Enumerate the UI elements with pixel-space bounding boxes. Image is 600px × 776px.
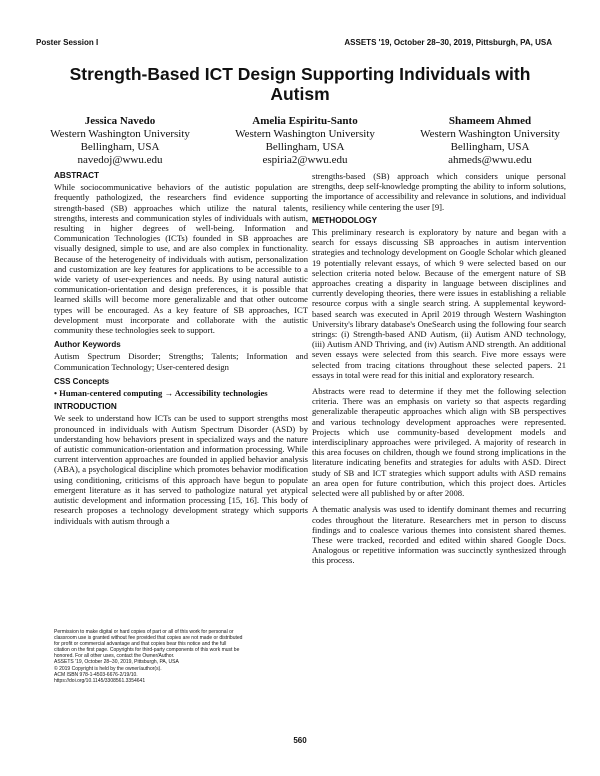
permission-line: © 2019 Copyright is held by the owner/author(s). <box>54 665 162 672</box>
left-column <box>54 171 308 530</box>
author-3 <box>400 115 580 167</box>
ccs-heading: CSS Concepts <box>54 376 110 386</box>
author-block <box>30 115 580 167</box>
permission-line: citation on the first page. Copyrights for third-party components of this work must be <box>54 647 240 654</box>
abstract-text: While sociocommunicative behaviors of the autistic population are frequently pathologized, the researchers find evidence supporting strength-based (SB) approaches which utilize the natural talents, strengths, interests and communication styles of individuals with autism, resulting in higher degrees of well-being. Information and Communication Technologies (ICTs) founded in SB approaches are visually designed, simple to use, and are also complex in functionality. Because of the heterogeneity of individuals with autism, personalization and customization are key features for applications to be accessible to a wide variety of user-experiences and needs. By using natural autistic communication-orientation and design preferences, it is possible that learned skills will become more generalizable and that other outcome types will be encouraged. As a key feature of SB approaches, ICT development must incorporate and collaborate with the autistic community these technologies seek to support. <box>54 182 308 336</box>
abstract-heading: ABSTRACT <box>54 171 100 180</box>
methodology-paragraph-2: Abstracts were read to determine if they met the following selection criteria. There was an emphasis on variety so that aspects regarding generalizable therapeutic approaches which align with SB perspectives and various technology development approaches were represented. Projects which use community-based development models and interdisciplinary approaches were privileged. A majority of research in this area focuses on children, though we found strong implications in the literature indicating benefits and strategies for adults with ASD. Direct study of SB and ICT strategies which support adults with ASD remains an area open for future contribution, which this project does. Articles selected were all published by or after 2008. <box>312 386 566 499</box>
author-location: Bellingham, USA <box>80 141 160 153</box>
running-header-left: Poster Session I <box>36 38 99 47</box>
author-name: Jessica Navedo <box>84 115 156 127</box>
permission-line: Permission to make digital or hard copies of part or all of this work for personal or <box>54 629 234 635</box>
author-affiliation: Western Washington University <box>420 128 560 140</box>
introduction-heading: INTRODUCTION <box>54 402 117 412</box>
permission-line: https://doi.org/10.1145/3308561.3354641 <box>54 677 146 684</box>
ccs-text: • Human-centered computing → Accessibility technologies <box>54 388 268 399</box>
right-column <box>312 171 566 570</box>
author-email: espiria2@wwu.edu <box>262 154 348 166</box>
author-affiliation: Western Washington University <box>235 128 375 140</box>
permission-line: for profit or commercial advantage and that copies bear this notice and the full <box>54 641 227 648</box>
running-header-right: ASSETS '19, October 28–30, 2019, Pittsburgh, PA, USA <box>344 38 552 47</box>
author-email: ahmeds@wwu.edu <box>448 154 532 166</box>
permission-line: honored. For all other uses, contact the Owner/Author. <box>54 653 175 660</box>
methodology-heading: METHODOLOGY <box>312 215 378 225</box>
author-1 <box>30 115 210 167</box>
author-email: navedoj@wwu.edu <box>77 154 163 166</box>
keywords-text: Autism Spectrum Disorder; Strengths; Talents; Information and Communication Technology; User-centered design <box>54 351 308 372</box>
author-location: Bellingham, USA <box>450 141 530 153</box>
author-name: Amelia Espiritu-Santo <box>252 115 358 127</box>
introduction-continued: strengths-based (SB) approach which considers unique personal strengths, deep self-knowledge prompting the ability to inform solutions, the importance of accessibility and relevance in solutions, and individual resiliency while centering the user [9]. <box>312 171 566 212</box>
page-number: 560 <box>293 736 307 745</box>
author-name: Shameem Ahmed <box>448 115 532 127</box>
paper-title: Strength-Based ICT Design Supporting Individuals with Autism <box>69 64 531 104</box>
introduction-text: We seek to understand how ICTs can be used to support strengths most pronounced in individuals with Autism Spectrum Disorder (ASD) by understanding how behaviors present in specialized ways and the nature of autistic communication-orientation and information processing. While current intervention approaches are founded in applied behavior analysis (ABA), a psychological discipline which promotes behavior modification using conditioning, criticisms of this approach have begun to populate emergent literature as it has served to pathologize natural yet atypical autistic development and information processing [15, 16]. This body of research proposes a technology development strategy which supports individuals with autism through a <box>54 413 308 526</box>
permission-line: ACM ISBN 978-1-4503-6676-2/19/10. <box>54 671 138 678</box>
permission-line: classroom use is granted without fee provided that copies are not made or distributed <box>54 635 243 642</box>
permission-line: ASSETS '19, October 28–30, 2019, Pittsburgh, PA, USA <box>54 659 179 666</box>
author-location: Bellingham, USA <box>265 141 345 153</box>
permission-block <box>54 629 310 684</box>
keywords-heading: Author Keywords <box>54 340 121 350</box>
methodology-paragraph-3: A thematic analysis was used to identify dominant themes and recurring codes throughout the literature. Researchers met in person to discuss findings and to coalesce various themes into consistent shared themes. These were tracked, recorded and edited within shared Google Docs. Analogous or repetitive information was succinctly synthesized through this process. <box>312 504 566 566</box>
author-2 <box>215 115 395 167</box>
author-affiliation: Western Washington University <box>50 128 190 140</box>
methodology-paragraph-1: This preliminary research is exploratory by nature and began with a search for essays discussing SB approaches in autism intervention strategies and technology development on Google Scholar which gleaned 19 potentially relevant essays, of which 9 were selected based on our selection criteria noted below. Because of the emergent nature of SB approaches creating a disparity in language between disciplines and currently developing theories, there were issues in establishing a reliable resource corpus with a single search string. A supplemental keyword-based search was executed in April 2019 through Western Washington University's library database's OneSearch using the following four search strings: (i) Strength-based AND Autism, (ii) Autism AND technology, (iii) Autism AND Thriving, and (iv) Autism AND strength. An additional seven essays were selected from this search. Five more essays were selected from tracing citations throughout these selected papers. 21 essays in total were read for this initial and exploratory research. <box>312 227 566 380</box>
